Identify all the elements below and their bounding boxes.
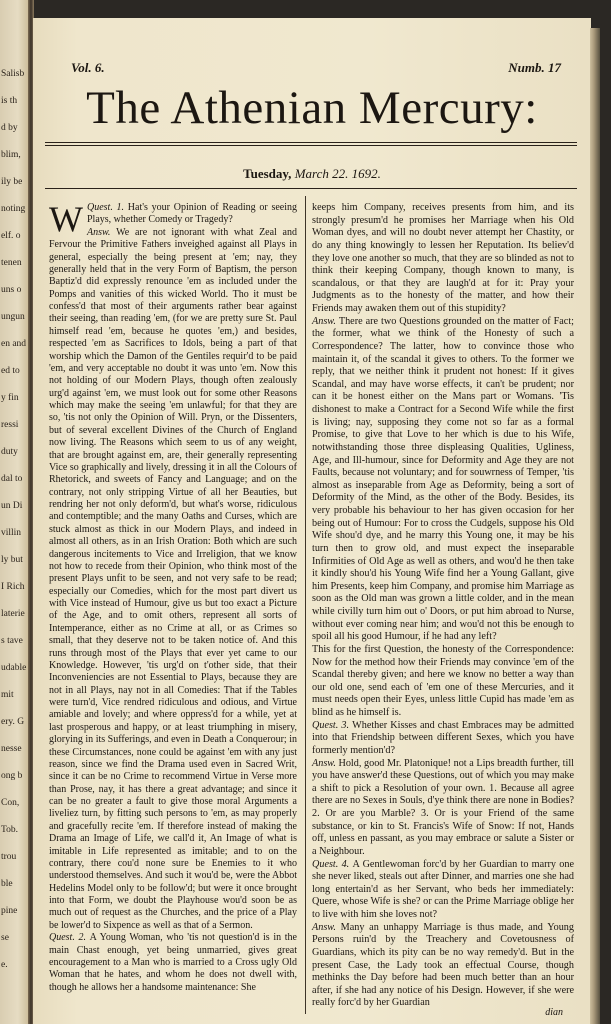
paragraph-label: Quest. 2. (49, 932, 90, 944)
dateline (33, 166, 591, 182)
page-title: The Athenian Mercury: (86, 82, 538, 134)
title-rule-bottom (45, 145, 577, 146)
paragraph-text: We are not ignorant with what Zeal and Fervour the Primitive Fathers inveighed against all Plays in general, especially the being present at 'em; nay, they generally held that in the very Form of Baptism, the person Baptiz'd did expressly renounce 'em as included under the Pomps and vanities of this wicked World. Tho it must be confess'd that most of their arguments rather bear against their seeing, than reading 'em, (for we are pretty sure St. Paul himself read 'em, because he quotes 'em,) and besides, respected 'em as Sacrifices to Idols, being a part of that worship which the Damon of the Gentiles requir'd to be paid 'em, and very acceptable no doubt it was unto 'em. Now this not holding of our Modern Plays, though often zealously urg'd against 'em, we must look out for some other Reasons which may make the seeing 'em unlawful; for that they are so, 'tis not only the Opinion of Will. Pryn, or the Dissenters, but of several excellent Divines of the Church of England now living. The Reasons which seem to us of any weight, that are brought against em, are, their generally representing Vice so graphically and lively, dressing it in all the Colours of Rhetorick, and sweets of Fancy and Language; and on the contrary, not only stripping Virtue of all her Beauties, but rendring her not only deform'd, but what's worse, ridiculous and contemptible; and the many Oaths and Curses, which are stuck almost as thick in our Modern Plays, and indeed in almost all others, as in an Irish Oration: Both which are such dangerous incitements to Vice and Irreligion, that we know not how to recede from their Opinion, who think most of the present Plays unfit to be seen, and not very safe to be read; especially our Comedies, which for the most part divert us with Vice instead of Humour, give us but too exact a Picture of the Age, and to omit others, represent all sorts of Intemperance, either as no Crime at all, or as Crimes so small, that they deserve not to be taken notice of. And this runs through most of the Plays that ever yet came to our Knowledge. However, 'tis urg'd on t'other side, that their Inconveniencies are not Essential to Plays, because they are not in all Plays, nay not in all Comedies: That if the Tables were turn'd, Vice rendred ridiculous and odious, and Virtue amiable and lovely; and where oppress'd for a while, yet at last prosperous and happy, or at least triumphing in misery, glorying in its Sufferings, and even in Death a Conquerour; in these Circumstances, none could be against 'em with any just reason, since we find the Drama used even in Sacred Writ, since it can be no Crime to recommend Virtue in Verse more than Prose, nay, it has there a great advantage; and since it can be no greater a fault to give those moral Arguments a liveliez turn, by fitting such persons to 'em, as may properly and gracefully recite 'em. If therefore instead of making the Drama an Image of Life, we call'd it, An Image of what is imitable in Life represented as imitable; and to on the contrary, there cou'd none sure be Enemies to it who understood themselves. And such it wou'd be, were the Abbot Hedelins Model only to be follow'd; but were it once brought into that Form, we doubt the Playhouse wou'd soon be as much out of request as the Churches, and the price of a Play be lower'd to Sixpence as well as that of a Sermon. (49, 226, 297, 931)
facing-page-fragment: I Rich (1, 582, 25, 592)
paragraph-label: Quest. 4. (312, 858, 353, 870)
article-paragraph (49, 932, 297, 994)
paragraph-text: Many an unhappy Marriage is thus made, and Young Persons ruin'd by the Treachery and Covetousness of Guardians, which its pity can be no way remedy'd. But in the present Case, the Lady took an effectual Course, though methinks the Day before had been much better than an hour after, if she had any notice of his Design. However, if she were really forc'd by her Guardian (312, 921, 574, 1009)
facing-page-fragment: nesse (1, 744, 22, 754)
paragraph-label: Answ. (312, 921, 341, 933)
facing-page-edge (0, 0, 30, 1024)
article-paragraph (312, 202, 574, 316)
facing-page-fragment: ble (1, 879, 13, 889)
column-left (49, 199, 297, 994)
facing-page-fragment: ong b (1, 771, 23, 781)
weekday: Tuesday, (243, 166, 292, 181)
facing-page-fragment: noting (1, 204, 26, 214)
article-paragraph (312, 859, 574, 922)
facing-page-fragment: blim, (1, 150, 21, 160)
article-paragraph (49, 227, 297, 932)
facing-page-fragment: e. (1, 960, 8, 970)
drop-cap: W (49, 199, 83, 239)
article-paragraph (312, 922, 574, 1010)
paragraph-text: Hat's your Opinion of Reading or seeing Plays, whether Comedy or Tragedy? (86, 202, 297, 226)
facing-page-fragment: elf. o (1, 231, 21, 241)
article-paragraph (312, 644, 574, 720)
facing-page-fragment: en and (1, 339, 27, 349)
page-edge (590, 28, 600, 1024)
facing-page-fragment: ly but (1, 555, 23, 565)
facing-page-fragment: udable (1, 663, 27, 673)
column-separator (305, 196, 306, 1014)
paragraph-text: A Gentlewoman forc'd by her Guardian to marry one she never liked, steals out after Dinner, and marries one she had long entertain'd as her Servant, who beds her immediately: Quere, whose Wife is she? or can the Prime Marriage oblige her to live with him she loves not? (312, 858, 574, 920)
volume-label: Vol. 6. (71, 60, 105, 75)
facing-page-fragment: mit (1, 690, 14, 700)
facing-page-fragment: s tave (1, 636, 23, 646)
facing-page-fragment: tenen (1, 258, 22, 268)
paragraph-label: Answ. (312, 315, 339, 327)
paragraph-label: Answ. (312, 757, 339, 769)
number-label: Numb. 17 (508, 60, 561, 75)
facing-page-fragment: un Di (1, 501, 23, 511)
article-paragraph (312, 720, 574, 758)
facing-page-fragment: d by (1, 123, 18, 133)
column-right (312, 202, 574, 1010)
facing-page-fragment: dal to (1, 474, 23, 484)
facing-page-fragment: duty (1, 447, 18, 457)
facing-page-fragment: Tob. (1, 825, 19, 835)
paragraph-text: This for the first Question, the honesty of the Correspondence: Now for the method how their Friends may convince 'em of the Scandal thereby given; and here we know no better a way than our old one, send each of 'em one of these Mercuries, and it must needs open their Eyes, unless little Cupid has made 'em as blind as he himself is. (312, 643, 574, 718)
facing-page-fragment: y fin (1, 393, 19, 403)
facing-page-fragment: ily be (1, 177, 23, 187)
paragraph-text: Hold, good Mr. Platonique! not a Lips breadth further, till you have answer'd these Questions, out of which you may make a shift to pick a Resolution of your own. 1. Because all agree there are no Sexes in Souls, d'ye think there are none in Bodies? 2. Or are you Marble? 3. Or is your Friend of the same substance, or kin to St. Francis's Wife of Snow: If not, Hands off, unless en passant, as you may embrace or salute a Sister or a Neighbour. (312, 757, 575, 857)
issue-date: March 22. 1692. (294, 166, 381, 181)
article-paragraph (312, 758, 574, 859)
paragraph-text: There are two Questions grounded on the matter of Fact; the former, what we think of the Honesty of such a Correspondence? The latter, how to convince those who maintain it, of the scandal it gives to others. To the former we reply, that we neither think it prudent not honest: If it gives Scandal, and may have worse effects, it can't be prudent; nor can it be honest either on the Mans part or Womans. 'Tis dishonest to make a Contract for a Second Wife while the first is living; nay, supposing they come not so far as a formal Promise, to give that Love to her which is due to his Wife, notwithstanding those three displeasing Qualities, Ugliness, Age, and Ill-humour, since for Deformity and Age they are not Faults, because not voluntary; and for souwrness of Temper, 'tis almost as inseparable from Age as Deformity, being a sort of Deformity of the Mind, as the other of the Body. Besides, its very probable his behaviour to her has given occasion for her being out of Humour: For to cross the Cudgels, suppose his Old Wife shou'd dye, and he marry this Young one, it may be his turn then to grow old, and must expect the inseparable Infirmities of Old Age as well as others, and wou'd he then take it kindly shou'd his Young Wife find her a Young Gallant, give him Presents, keep him Company, and promise him Marriage as soon as the Old man was grown a little colder, and in the mean while civilly turn him out o' Doors, or put him abroad to Nurse, without ever coming near him; and wou'd not this be enough to spoil all his good Humour, if he had any left? (312, 315, 574, 643)
article-paragraph (312, 316, 574, 644)
paragraph-label: Quest. 1. (86, 202, 128, 213)
paragraph-text: Whether Kisses and chast Embraces may be admitted into that Friendship between different Sexes, which you have formerly mention'd? (312, 719, 574, 756)
facing-page-fragment: laterie (1, 609, 25, 619)
facing-page-fragment: se (1, 933, 9, 943)
catchword: dian (545, 1007, 563, 1018)
paragraph-label: Quest. 3. (312, 719, 353, 731)
facing-page-fragment: uns o (1, 285, 22, 295)
facing-page-fragment: ery. G (1, 717, 25, 727)
paragraph-text: keeps him Company, receives presents from him, and its strongly presum'd he promises her Marriage when his Old Woman dyes, and will no doubt never attempt her Chastity, or do any thing knowingly to lessen her Reputation. Its believ'd they love one another so much, that they are so blinded as not to think their keeping Company, though known to many, is scandalous, or that they are laugh'd at for it: Pray your Judgments as to the honesty of the matter, and how their Friends may awaken them out of this stupidity? (312, 202, 574, 314)
facing-page-fragment: trou (1, 852, 17, 862)
facing-page-fragment: is th (1, 96, 18, 106)
facing-page-fragment: Con, (1, 798, 20, 808)
newspaper-page (33, 18, 591, 1024)
title-rule-top (45, 142, 577, 143)
facing-page-fragment: pine (1, 906, 18, 916)
facing-page-fragment: Salisb (1, 69, 25, 79)
facing-page-fragment: ressi (1, 420, 19, 430)
facing-page-fragment: ed to (1, 366, 20, 376)
facing-page-fragment: villin (1, 528, 22, 538)
paragraph-text: A Young Woman, who 'tis not question'd is in the main Chast enough, yet being unmarried, gives great encouragement to a Man who is married to a Cross ugly Old Woman that he hates, and whom he does not dwell with, though he allows her a handsome maintenance: She (49, 932, 297, 993)
paragraph-label: Answ. (86, 226, 117, 238)
facing-page-fragment: ungun (1, 312, 25, 322)
date-rule (45, 188, 577, 189)
